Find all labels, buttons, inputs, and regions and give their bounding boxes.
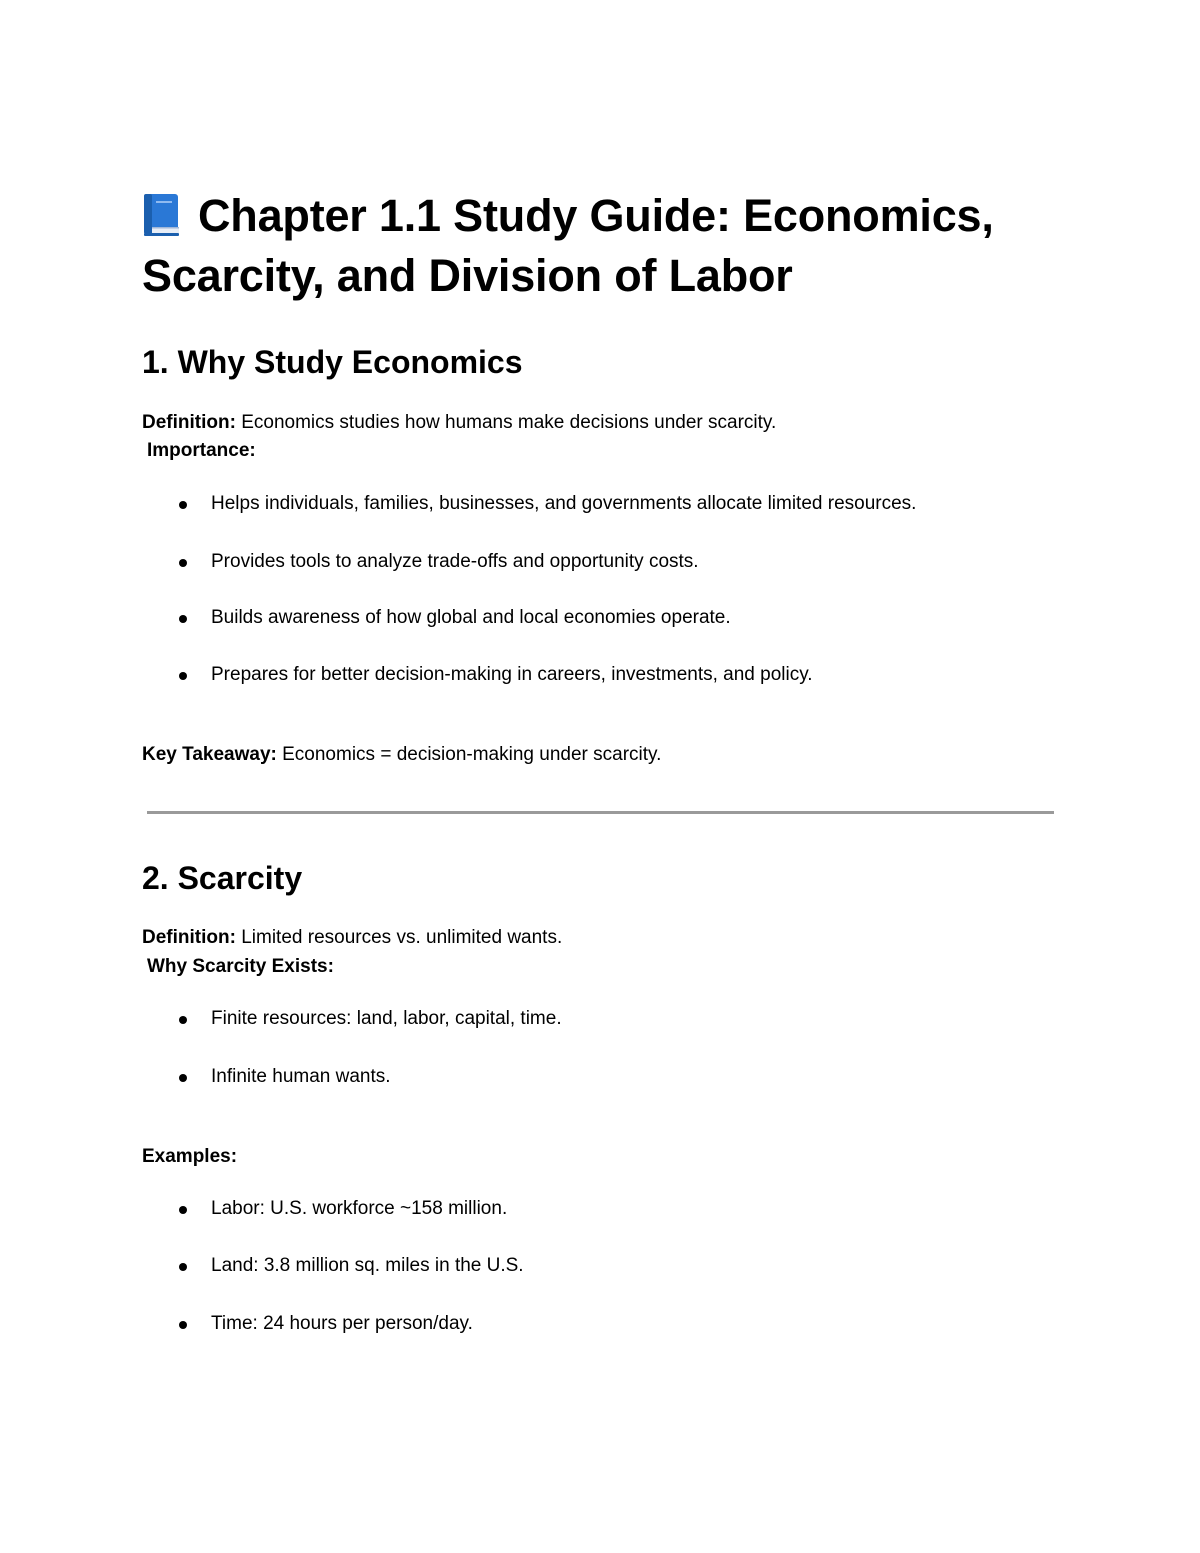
page-title (142, 186, 1057, 306)
importance-label: Importance: (147, 440, 256, 461)
bullet-icon (179, 501, 187, 509)
bullet-icon (179, 559, 187, 567)
bullet-icon (179, 1206, 187, 1214)
section-heading-why-study-economics: 1. Why Study Economics (142, 344, 523, 380)
examples-label: Examples: (142, 1146, 238, 1167)
key-takeaway-paragraph (142, 741, 661, 769)
definition-label: Definition: (142, 412, 236, 433)
bullet-icon (179, 1321, 187, 1329)
scarcity-definition-paragraph (142, 924, 562, 952)
key-takeaway-label: Key Takeaway: (142, 744, 277, 765)
horizontal-divider (147, 811, 1054, 814)
why-scarcity-exists-label: Why Scarcity Exists: (147, 956, 334, 977)
key-takeaway-text: Economics = decision-making under scarcity. (276, 744, 662, 765)
scarcity-definition-text: Limited resources vs. unlimited wants. (235, 927, 563, 948)
scarcity-definition-label: Definition: (142, 927, 236, 948)
bullet-icon (179, 1016, 187, 1024)
bullet-icon (179, 615, 187, 623)
blue-book-icon (142, 193, 182, 237)
definition-text: Economics studies how humans make decisions under scarcity. (235, 412, 777, 433)
page-title-text: Chapter 1.1 Study Guide: Economics, Scarcity, and Division of Labor (142, 190, 994, 301)
bullet-icon (179, 1263, 187, 1271)
bullet-icon (179, 672, 187, 680)
definition-paragraph (142, 409, 776, 437)
section-heading-scarcity: 2. Scarcity (142, 860, 303, 896)
bullet-icon (179, 1074, 187, 1082)
document-page: Chapter 1.1 Study Guide: Economics, Scarcity, and Division of Labor 1. Why Study Economics Definition: Economics studies how humans make decisions under scarcity. Importance: Helps individuals, families, businesses, and governments allocate limited resources. Provides tools to analyze trade-offs and opportunity costs. Builds awareness of how global and local economies operate. Prepares for better decision-making in careers, investments, and policy. Key Takeaway: Economics = decision-making under scarcity. 2. Scarcity Definition: Limited resources vs. unlimited wants. Why Scarcity Exists: Finite resources: land, labor, capital, time. Infinite human wants. Examples: Labor: U.S. workforce ~158 million. Land: 3.8 million sq. miles in the U.S. Time: 24 hours per person/day. (142, 0, 1057, 1553)
